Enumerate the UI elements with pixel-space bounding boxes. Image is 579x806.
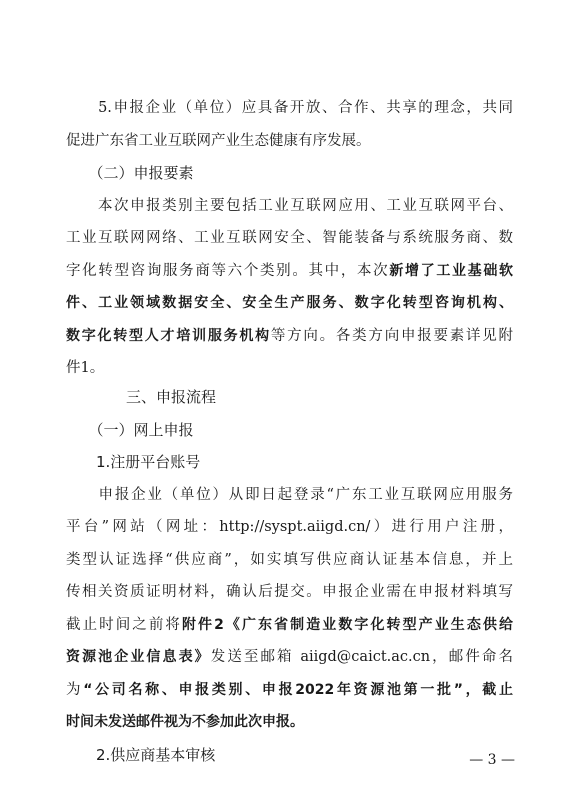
text-line-19 [66,680,513,700]
line-text: 类型认证选择“供应商”，如实填写供应商认证基本信息，并上 [66,552,513,568]
line-text: 传相关资质证明材料，确认后提交。申报企业需在申报材料填写 [66,584,513,600]
item-heading-register [66,452,513,472]
text-line-8 [66,326,513,346]
line-text: （二）申报要素 [66,164,194,182]
section-heading-requirements [66,163,513,183]
line-text: 等方向。各类方向申报要素详见附 [270,328,513,344]
subsection-heading-online [66,420,513,440]
text-line-7 [66,293,513,313]
line-text: 发送至邮箱 aiigd@caict.ac.cn，邮件命名 [210,649,513,665]
emphasis-text: 资源池企业信息表》 [66,649,211,665]
line-text: 字化转型咨询服务商等六个类别。其中，本次 [66,263,390,279]
text-line-14 [66,517,513,537]
line-text: 本次申报类别主要包括工业互联网应用、工业互联网平台、 [66,198,513,214]
text-line-13 [66,485,513,505]
item-heading-review [66,745,513,765]
emphasis-text: 新增了工业基础软 [389,263,513,279]
text-line-18 [66,647,513,667]
line-text: 截止时间之前将 [66,617,182,633]
emphasis-text: 时间未发送邮件视为不参加此次申报。 [66,714,304,730]
emphasis-text: 数字化转型人才培训服务机构 [66,328,271,344]
text-line-17 [66,615,513,635]
text-line-4 [66,196,513,216]
line-text: 5.申报企业（单位）应具备开放、合作、共享的理念，共同 [66,100,513,116]
text-line-15 [66,550,513,570]
line-text: 促进广东省工业互联网产业生态健康有序发展。 [66,133,371,149]
text-line-9 [66,358,513,378]
section-heading-process [66,387,513,407]
line-text: 1.注册平台账号 [66,453,201,471]
line-text: 工业互联网网络、工业互联网安全、智能装备与系统服务商、数 [66,230,513,246]
line-text: 申报企业（单位）从即日起登录“广东工业互联网应用服务 [66,487,513,503]
line-text: （一）网上申报 [66,421,194,439]
page-number: — 3 — [469,752,515,768]
emphasis-text: 附件2《广东省制造业数字化转型产业生态供给 [181,617,513,633]
line-text: 平台”网站（网址：http://syspt.aiigd.cn/）进行用户注册， [66,519,513,535]
line-text: 为 [66,682,84,698]
emphasis-text: 件、工业领域数据安全、安全生产服务、数字化转型咨询机构、 [66,295,513,311]
line-text: 件1。 [66,360,105,376]
text-line-20 [66,712,513,732]
line-text: 三、申报流程 [66,388,217,406]
text-line-6 [66,261,513,281]
line-text: 2.供应商基本审核 [66,746,216,764]
emphasis-text: “公司名称、申报类别、申报2022年资源池第一批”，截止 [83,682,513,698]
text-line-1 [66,98,513,118]
text-line-5 [66,228,513,248]
text-line-16 [66,582,513,602]
text-line-2 [66,131,513,151]
